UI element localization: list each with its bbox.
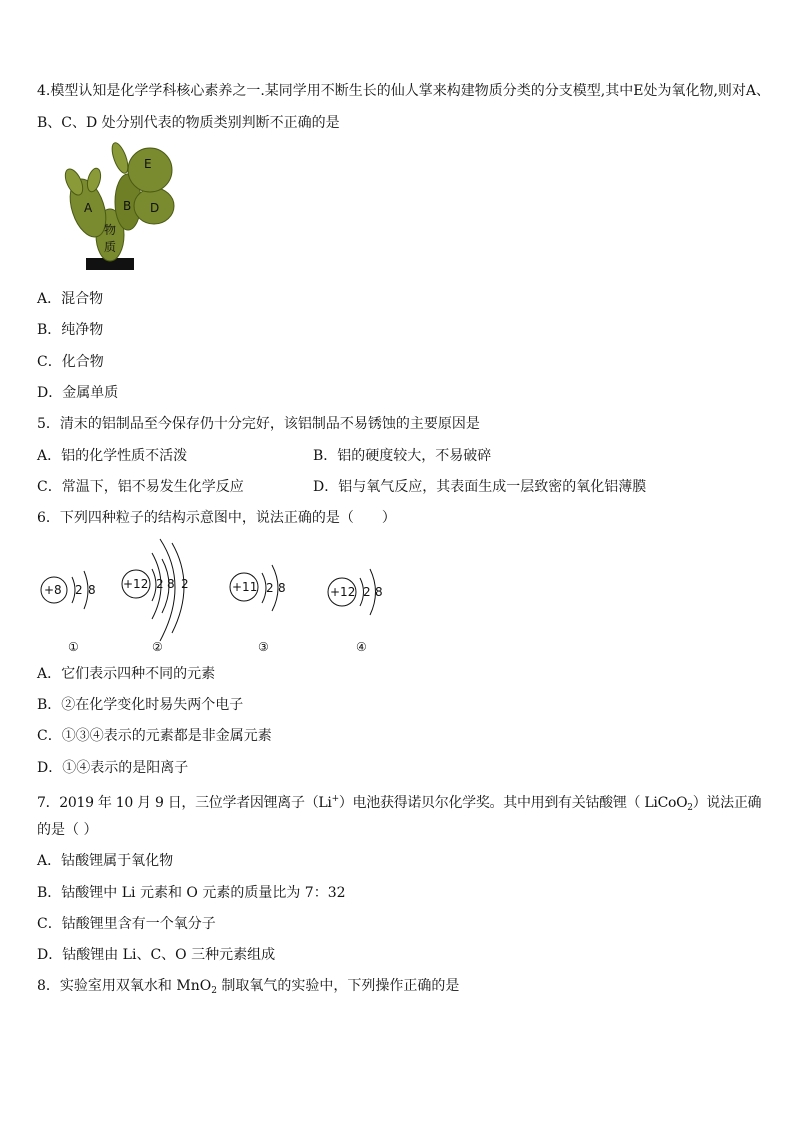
atom-structure-diagrams xyxy=(30,535,410,660)
q7-option-a: A．钴酸锂属于氧化物 xyxy=(37,853,174,869)
q4-stem-line2: B、C、D 处分别代表的物质类别判断不正确的是 xyxy=(37,115,340,131)
cactus-bud xyxy=(109,141,131,175)
atom4-label: ④ xyxy=(356,640,367,654)
atom3-nucleus: +11 xyxy=(232,580,258,594)
atom4-shell2: 8 xyxy=(375,585,383,599)
q7-stem-line2: 的是（ ） xyxy=(37,822,98,838)
q6-option-c: C．①③④表示的元素都是非金属元素 xyxy=(37,728,272,744)
q7-stem-part-c: ）说法正确 xyxy=(692,795,762,811)
q8-stem-subscript: 2 xyxy=(211,986,217,996)
q4-option-c: C．化合物 xyxy=(37,354,104,370)
q4-option-d: D．金属单质 xyxy=(37,385,119,401)
q7-stem-part-b: ）电池获得诺贝尔化学奖。其中用到有关钴酸锂（ LiCoO xyxy=(338,795,688,811)
q6-option-d: D．①④表示的是阳离子 xyxy=(37,760,189,776)
q7-stem-superscript: + xyxy=(331,794,339,804)
q6-option-a: A．它们表示四种不同的元素 xyxy=(37,666,216,682)
q5-option-a: A．铝的化学性质不活泼 xyxy=(37,448,188,464)
cactus-label-base1: 物 xyxy=(104,223,117,237)
atom4-shell1: 2 xyxy=(363,585,371,599)
q4-option-b: B．纯净物 xyxy=(37,322,104,338)
q4-stem-line1: 4.模型认知是化学学科核心素养之一.某同学用不断生长的仙人掌来构建物质分类的分支模型,其中E处为氧化物,则对A、 xyxy=(37,83,771,99)
q7-option-c: C．钴酸锂里含有一个氧分子 xyxy=(37,916,216,932)
atom3-shell2: 8 xyxy=(278,581,286,595)
cactus-label-e: E xyxy=(144,157,152,171)
q5-stem: 5．清末的铝制品至今保存仍十分完好，该铝制品不易锈蚀的主要原因是 xyxy=(37,416,480,432)
cactus-label-base2: 质 xyxy=(104,240,117,254)
atom1-shell1: 2 xyxy=(75,583,83,597)
atom3-label: ③ xyxy=(258,640,269,654)
atom1-nucleus: +8 xyxy=(44,583,62,597)
cactus-label-b: B xyxy=(123,199,132,213)
q7-option-b: B．钴酸锂中 Li 元素和 O 元素的质量比为 7：32 xyxy=(37,885,346,901)
atom3-shell1: 2 xyxy=(266,581,274,595)
q8-stem-part-b: 制取氧气的实验中，下列操作正确的是 xyxy=(216,978,460,994)
q6-option-b: B．②在化学变化时易失两个电子 xyxy=(37,697,244,713)
atom1-label: ① xyxy=(68,640,79,654)
cactus-figure xyxy=(50,140,180,275)
q6-stem: 6．下列四种粒子的结构示意图中，说法正确的是（ ） xyxy=(37,510,396,526)
q7-stem-line1 xyxy=(37,790,761,817)
q4-option-a: A．混合物 xyxy=(37,291,104,307)
atom2-shell3: 2 xyxy=(181,577,189,591)
q7-option-d: D．钴酸锂由 Li、C、O 三种元素组成 xyxy=(37,947,276,963)
atom4-nucleus: +12 xyxy=(330,585,356,599)
q5-option-b: B．铝的硬度较大，不易破碎 xyxy=(313,448,492,464)
q8-stem xyxy=(37,977,459,1000)
q7-stem-part-a: 7．2019 年 10 月 9 日，三位学者因锂离子（Li xyxy=(37,795,332,811)
atom1-shell2: 8 xyxy=(88,583,96,597)
cactus-label-d: D xyxy=(150,201,160,215)
atom2-shell2: 8 xyxy=(167,577,175,591)
cactus-label-a: A xyxy=(84,201,93,215)
q5-option-c: C．常温下，铝不易发生化学反应 xyxy=(37,479,244,495)
atom2-label: ② xyxy=(152,640,163,654)
q5-option-d: D．铝与氧气反应，其表面生成一层致密的氧化铝薄膜 xyxy=(313,479,647,495)
atom2-shell1: 2 xyxy=(156,577,164,591)
atom2-nucleus: +12 xyxy=(123,577,149,591)
q8-stem-part-a: 8．实验室用双氧水和 MnO xyxy=(37,978,212,994)
q7-stem-subscript: 2 xyxy=(687,803,693,813)
